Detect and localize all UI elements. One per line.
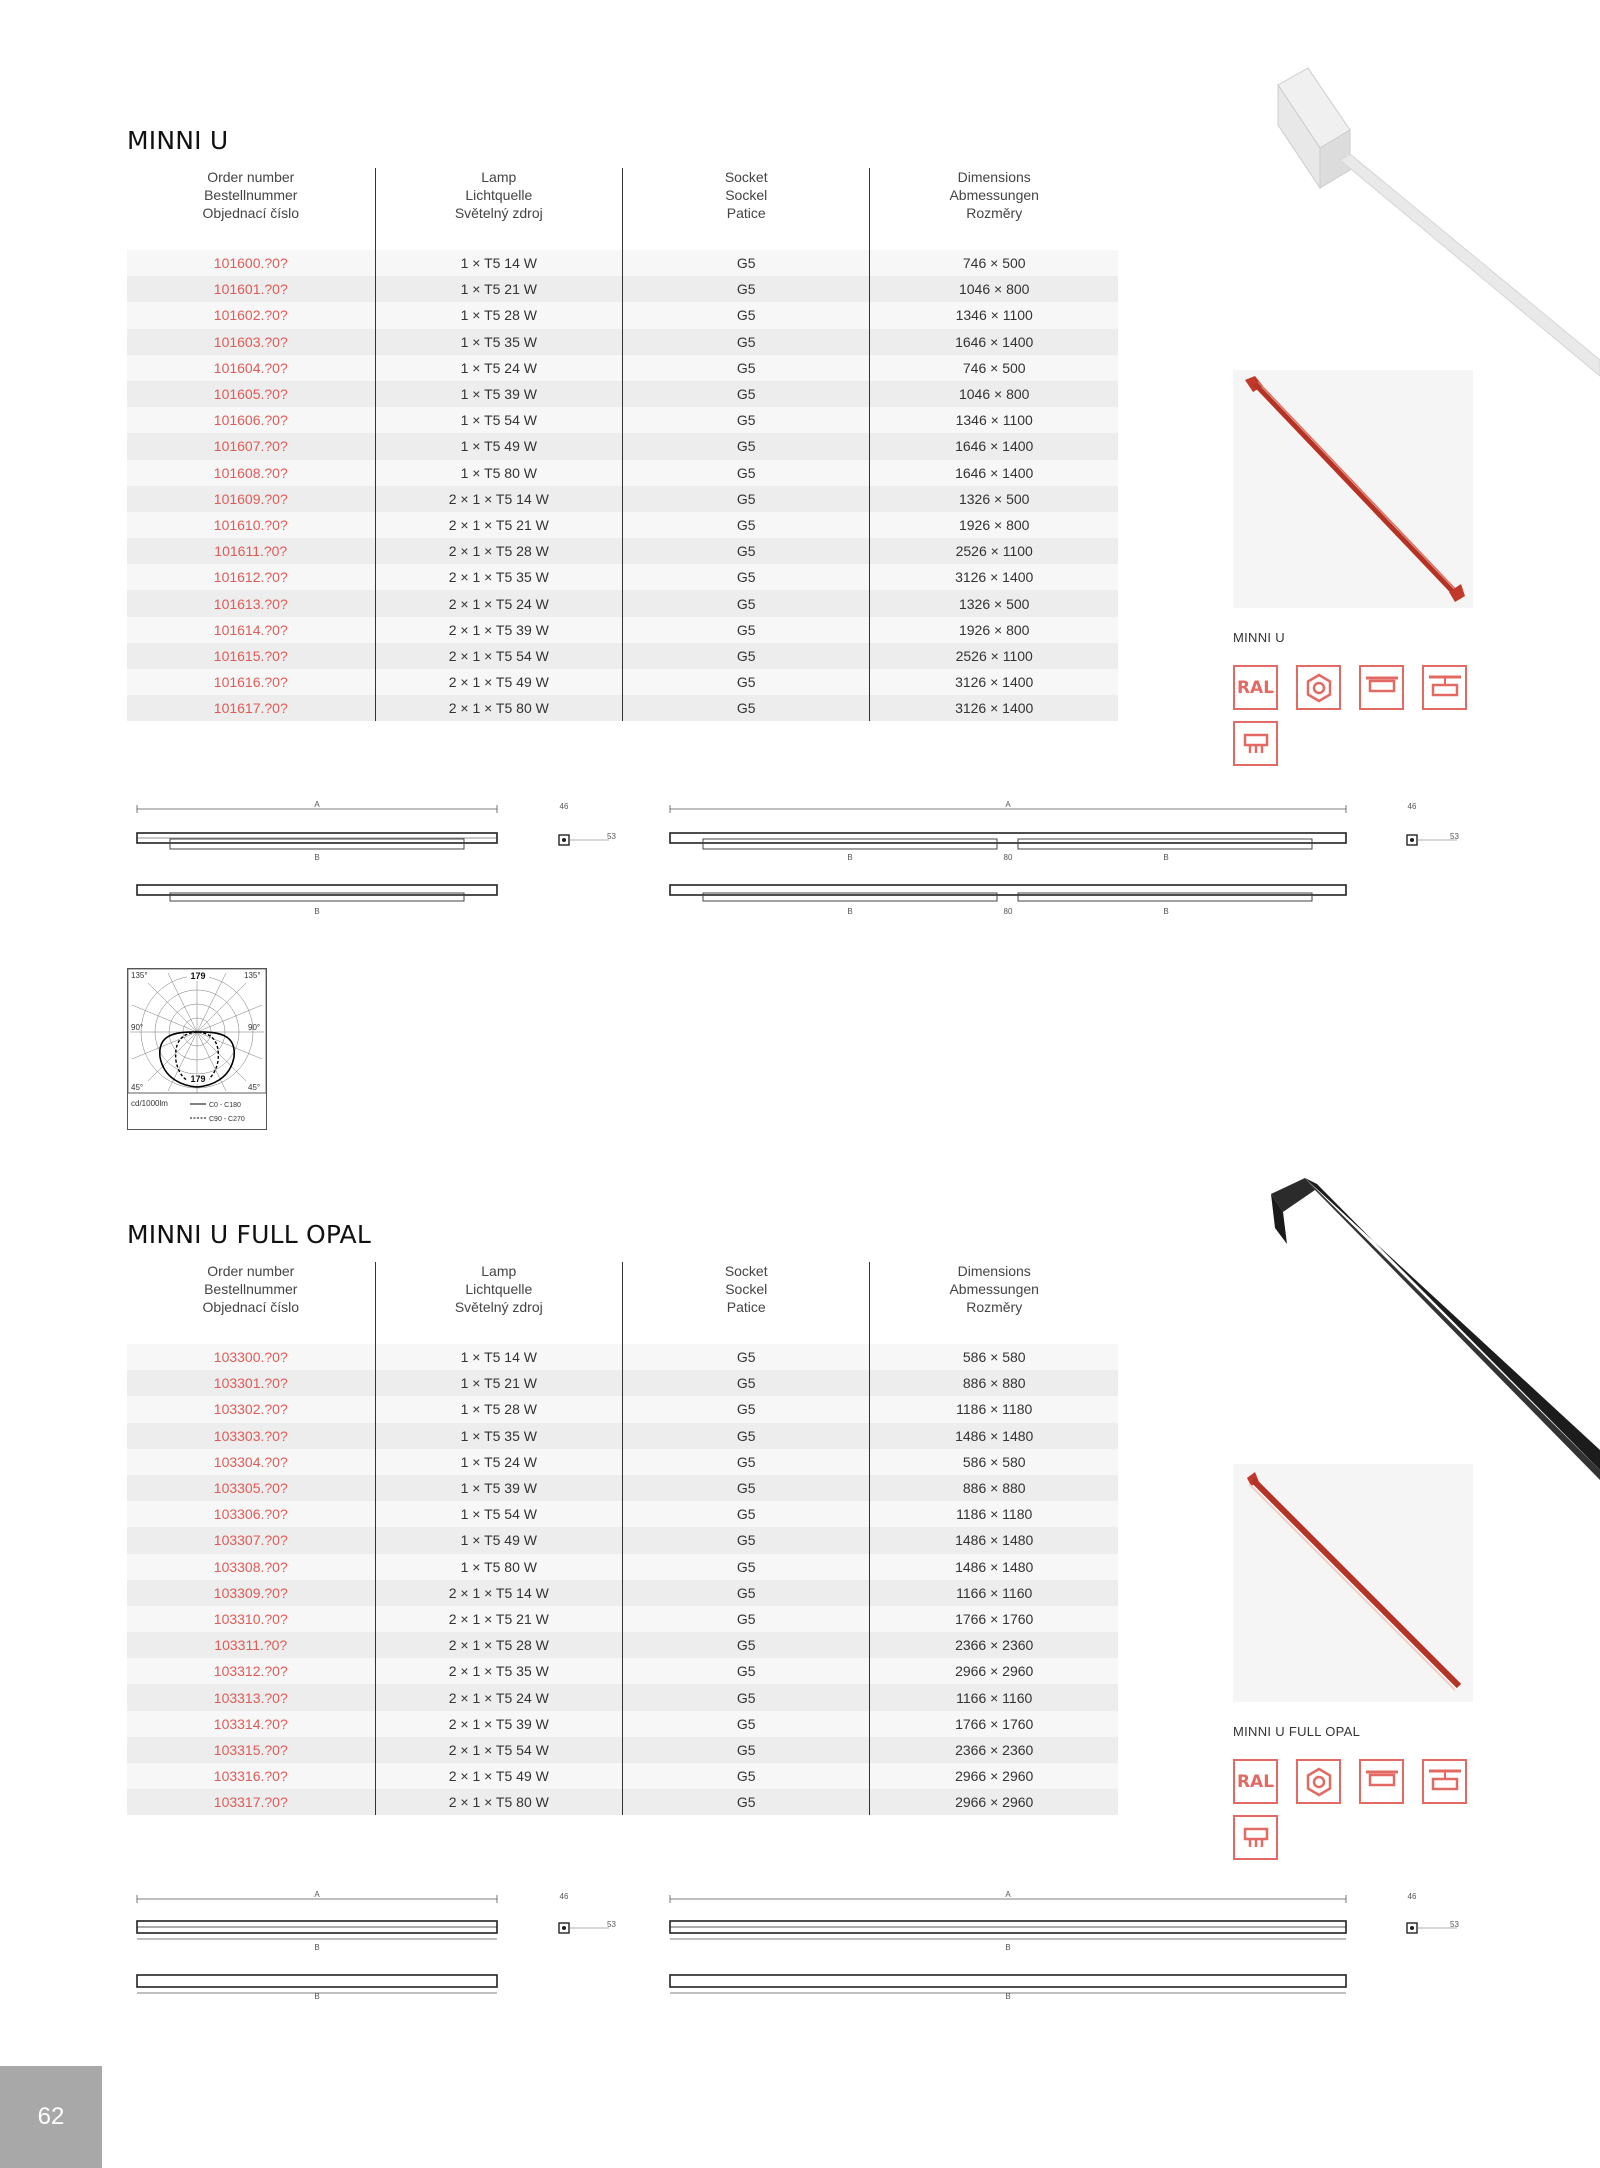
lamp-cell: 2 × 1 × T5 14 W bbox=[375, 1580, 622, 1606]
dim-label-h: 46 bbox=[1407, 1892, 1417, 1901]
lamp-cell: 1 × T5 39 W bbox=[375, 381, 622, 407]
table-row bbox=[127, 1423, 1118, 1449]
socket-cell: G5 bbox=[623, 1684, 870, 1710]
col-dimensions: Dimensions Abmessungen Rozměry bbox=[870, 168, 1118, 238]
table-header-row bbox=[127, 168, 1118, 238]
table-row bbox=[127, 1527, 1118, 1553]
spacer-cell bbox=[623, 1332, 870, 1344]
technical-drawing-single bbox=[127, 795, 627, 916]
table-row bbox=[127, 1396, 1118, 1422]
order-number-cell: 103302.?0? bbox=[127, 1396, 375, 1422]
col-socket: Socket Sockel Patice bbox=[623, 168, 870, 238]
table-row bbox=[127, 695, 1118, 721]
dimensions-cell: 2966 × 2960 bbox=[870, 1658, 1118, 1684]
lamp-cell: 1 × T5 14 W bbox=[375, 1344, 622, 1370]
table-row bbox=[127, 512, 1118, 538]
lamp-cell: 2 × 1 × T5 39 W bbox=[375, 617, 622, 643]
order-number-cell: 101603.?0? bbox=[127, 329, 375, 355]
dim-label-w: 53 bbox=[607, 1920, 616, 1929]
dimensions-cell: 1166 × 1160 bbox=[870, 1684, 1118, 1710]
dim-label-a: A bbox=[314, 800, 320, 809]
dimensions-cell: 1646 × 1400 bbox=[870, 460, 1118, 486]
order-number-cell: 103309.?0? bbox=[127, 1580, 375, 1606]
order-number-cell: 103313.?0? bbox=[127, 1684, 375, 1710]
section-title-minni-u: MINNI U bbox=[127, 126, 229, 155]
table-row bbox=[127, 381, 1118, 407]
lamp-cell: 1 × T5 80 W bbox=[375, 1554, 622, 1580]
spacer-cell bbox=[127, 1332, 375, 1344]
table-row bbox=[127, 486, 1118, 512]
order-number-cell: 103304.?0? bbox=[127, 1449, 375, 1475]
table-row bbox=[127, 1711, 1118, 1737]
pendant-mount-icon bbox=[1422, 665, 1467, 710]
dimensions-cell: 3126 × 1400 bbox=[870, 564, 1118, 590]
dimensions-cell: 1646 × 1400 bbox=[870, 433, 1118, 459]
spacer-cell bbox=[375, 238, 622, 250]
dimensions-cell: 1186 × 1180 bbox=[870, 1501, 1118, 1527]
dimensions-cell: 1326 × 500 bbox=[870, 486, 1118, 512]
dimensions-cell: 2966 × 2960 bbox=[870, 1789, 1118, 1815]
socket-cell: G5 bbox=[623, 276, 870, 302]
spec-table-minni-u bbox=[127, 168, 1118, 721]
order-number-cell: 101608.?0? bbox=[127, 460, 375, 486]
table-row bbox=[127, 1789, 1118, 1815]
dimensions-cell: 1766 × 1760 bbox=[870, 1711, 1118, 1737]
dimensions-cell: 1486 × 1480 bbox=[870, 1527, 1118, 1553]
driver-icon bbox=[1233, 721, 1278, 766]
table-header-row bbox=[127, 1262, 1118, 1332]
table-row bbox=[127, 617, 1118, 643]
order-number-cell: 103307.?0? bbox=[127, 1527, 375, 1553]
dimensions-cell: 1926 × 800 bbox=[870, 512, 1118, 538]
dim-label-b: B bbox=[847, 853, 853, 862]
lamp-cell: 1 × T5 21 W bbox=[375, 276, 622, 302]
lamp-cell: 1 × T5 28 W bbox=[375, 302, 622, 328]
dimensions-cell: 1646 × 1400 bbox=[870, 329, 1118, 355]
caption-minni-u-full-opal: MINNI U FULL OPAL bbox=[1233, 1724, 1361, 1739]
dimensions-cell: 2366 × 2360 bbox=[870, 1737, 1118, 1763]
dim-label-b: B bbox=[314, 853, 320, 862]
lamp-cell: 2 × 1 × T5 24 W bbox=[375, 1684, 622, 1710]
lamp-cell: 2 × 1 × T5 35 W bbox=[375, 1658, 622, 1684]
socket-cell: G5 bbox=[623, 433, 870, 459]
order-number-cell: 103317.?0? bbox=[127, 1789, 375, 1815]
socket-cell: G5 bbox=[623, 1527, 870, 1553]
lamp-cell: 1 × T5 24 W bbox=[375, 355, 622, 381]
dimensions-cell: 3126 × 1400 bbox=[870, 669, 1118, 695]
spacer-cell bbox=[375, 1332, 622, 1344]
dimensions-cell: 1046 × 800 bbox=[870, 381, 1118, 407]
socket-cell: G5 bbox=[623, 1423, 870, 1449]
socket-cell: G5 bbox=[623, 512, 870, 538]
order-number-cell: 103310.?0? bbox=[127, 1606, 375, 1632]
table-row bbox=[127, 1632, 1118, 1658]
order-number-cell: 103308.?0? bbox=[127, 1554, 375, 1580]
table-spacer bbox=[127, 1332, 1118, 1344]
dimensions-cell: 1766 × 1760 bbox=[870, 1606, 1118, 1632]
dim-label-gap: 80 bbox=[1003, 853, 1013, 862]
spec-table-minni-u-full-opal bbox=[127, 1262, 1118, 1815]
socket-cell: G5 bbox=[623, 407, 870, 433]
order-number-cell: 101615.?0? bbox=[127, 643, 375, 669]
lamp-cell: 2 × 1 × T5 21 W bbox=[375, 1606, 622, 1632]
ral-icon: RAL bbox=[1233, 665, 1278, 710]
dim-label-h: 46 bbox=[1407, 802, 1417, 811]
socket-cell: G5 bbox=[623, 1449, 870, 1475]
dimensions-cell: 1046 × 800 bbox=[870, 276, 1118, 302]
hex-nut-icon bbox=[1296, 665, 1341, 710]
lamp-cell: 1 × T5 54 W bbox=[375, 1501, 622, 1527]
dim-label-w: 53 bbox=[607, 832, 616, 841]
angle-label: 135° bbox=[244, 971, 261, 980]
socket-cell: G5 bbox=[623, 250, 870, 276]
dimensions-cell: 2526 × 1100 bbox=[870, 643, 1118, 669]
table-spacer bbox=[127, 238, 1118, 250]
angle-label: 135° bbox=[131, 971, 148, 980]
lamp-cell: 1 × T5 49 W bbox=[375, 1527, 622, 1553]
col-dimensions: Dimensions Abmessungen Rozměry bbox=[870, 1262, 1118, 1332]
order-number-cell: 101607.?0? bbox=[127, 433, 375, 459]
lamp-cell: 2 × 1 × T5 80 W bbox=[375, 695, 622, 721]
order-number-cell: 103314.?0? bbox=[127, 1711, 375, 1737]
socket-cell: G5 bbox=[623, 381, 870, 407]
socket-cell: G5 bbox=[623, 695, 870, 721]
dimensions-cell: 586 × 580 bbox=[870, 1344, 1118, 1370]
lamp-cell: 1 × T5 54 W bbox=[375, 407, 622, 433]
order-number-cell: 101614.?0? bbox=[127, 617, 375, 643]
dim-label-a: A bbox=[314, 1890, 320, 1899]
legend-c90: C90 - C270 bbox=[209, 1116, 245, 1123]
legend-c0: C0 - C180 bbox=[209, 1102, 241, 1109]
table-row bbox=[127, 538, 1118, 564]
order-number-cell: 101600.?0? bbox=[127, 250, 375, 276]
order-number-cell: 103306.?0? bbox=[127, 1501, 375, 1527]
pendant-mount-icon bbox=[1422, 1759, 1467, 1804]
order-number-cell: 101616.?0? bbox=[127, 669, 375, 695]
socket-cell: G5 bbox=[623, 1580, 870, 1606]
lamp-cell: 2 × 1 × T5 54 W bbox=[375, 1737, 622, 1763]
spacer-cell bbox=[127, 238, 375, 250]
col-lamp: Lamp Lichtquelle Světelný zdroj bbox=[375, 168, 622, 238]
driver-icon bbox=[1233, 1815, 1278, 1860]
lamp-cell: 1 × T5 24 W bbox=[375, 1449, 622, 1475]
socket-cell: G5 bbox=[623, 1737, 870, 1763]
angle-label: 45° bbox=[248, 1083, 261, 1092]
socket-cell: G5 bbox=[623, 302, 870, 328]
socket-cell: G5 bbox=[623, 1396, 870, 1422]
lamp-cell: 2 × 1 × T5 28 W bbox=[375, 538, 622, 564]
socket-cell: G5 bbox=[623, 1711, 870, 1737]
lamp-cell: 2 × 1 × T5 28 W bbox=[375, 1632, 622, 1658]
technical-drawing-single-opal bbox=[127, 1885, 627, 2005]
dimensions-cell: 746 × 500 bbox=[870, 250, 1118, 276]
polar-light-distribution-diagram bbox=[127, 968, 267, 1130]
table-row bbox=[127, 1344, 1118, 1370]
surface-mount-icon bbox=[1359, 665, 1404, 710]
lamp-cell: 1 × T5 39 W bbox=[375, 1475, 622, 1501]
table-row bbox=[127, 1684, 1118, 1710]
col-order: Order number Bestellnummer Objednací číslo bbox=[202, 169, 300, 221]
socket-cell: G5 bbox=[623, 1370, 870, 1396]
technical-drawing-double bbox=[660, 795, 1480, 916]
order-number-cell: 101605.?0? bbox=[127, 381, 375, 407]
surface-mount-icon bbox=[1359, 1759, 1404, 1804]
lamp-cell: 1 × T5 35 W bbox=[375, 329, 622, 355]
dimensions-cell: 2966 × 2960 bbox=[870, 1763, 1118, 1789]
dimensions-cell: 746 × 500 bbox=[870, 355, 1118, 381]
polar-value-top: 179 bbox=[190, 971, 206, 981]
col-order: Order number Bestellnummer Objednací číslo bbox=[202, 1263, 300, 1315]
dim-label-w: 53 bbox=[1450, 832, 1459, 841]
socket-cell: G5 bbox=[623, 1501, 870, 1527]
col-lamp: Lamp Lichtquelle Světelný zdroj bbox=[375, 1262, 622, 1332]
dim-label-a: A bbox=[1005, 800, 1011, 809]
order-number-cell: 101606.?0? bbox=[127, 407, 375, 433]
table-row bbox=[127, 1554, 1118, 1580]
order-number-cell: 103315.?0? bbox=[127, 1737, 375, 1763]
dim-label-a: A bbox=[1005, 1890, 1011, 1899]
lamp-cell: 2 × 1 × T5 49 W bbox=[375, 1763, 622, 1789]
lamp-cell: 2 × 1 × T5 39 W bbox=[375, 1711, 622, 1737]
angle-label: 45° bbox=[131, 1083, 144, 1092]
ral-icon: RAL bbox=[1233, 1759, 1278, 1804]
order-number-cell: 101604.?0? bbox=[127, 355, 375, 381]
dimensions-cell: 886 × 880 bbox=[870, 1370, 1118, 1396]
order-number-cell: 103312.?0? bbox=[127, 1658, 375, 1684]
table-row bbox=[127, 329, 1118, 355]
angle-label: 90° bbox=[248, 1023, 261, 1032]
socket-cell: G5 bbox=[623, 643, 870, 669]
table-row bbox=[127, 1658, 1118, 1684]
dim-label-b3: B bbox=[847, 907, 853, 916]
dim-label-b: B bbox=[314, 1943, 320, 1952]
lamp-cell: 1 × T5 21 W bbox=[375, 1370, 622, 1396]
dimensions-cell: 886 × 880 bbox=[870, 1475, 1118, 1501]
socket-cell: G5 bbox=[623, 355, 870, 381]
spacer-cell bbox=[623, 238, 870, 250]
table-row bbox=[127, 302, 1118, 328]
dimensions-cell: 2366 × 2360 bbox=[870, 1632, 1118, 1658]
dim-label-gap2: 80 bbox=[1003, 907, 1013, 916]
dimensions-cell: 1926 × 800 bbox=[870, 617, 1118, 643]
table-row bbox=[127, 669, 1118, 695]
socket-cell: G5 bbox=[623, 486, 870, 512]
order-number-cell: 101613.?0? bbox=[127, 590, 375, 616]
lamp-cell: 2 × 1 × T5 21 W bbox=[375, 512, 622, 538]
socket-cell: G5 bbox=[623, 460, 870, 486]
lamp-cell: 2 × 1 × T5 14 W bbox=[375, 486, 622, 512]
table-row bbox=[127, 590, 1118, 616]
socket-cell: G5 bbox=[623, 564, 870, 590]
table-row bbox=[127, 433, 1118, 459]
table-row bbox=[127, 1501, 1118, 1527]
dim-label-b4: B bbox=[1163, 907, 1169, 916]
product-photo-minni-u-full-opal bbox=[1233, 1464, 1473, 1702]
dimensions-cell: 1326 × 500 bbox=[870, 590, 1118, 616]
dim-label-b2: B bbox=[1163, 853, 1169, 862]
order-number-cell: 101617.?0? bbox=[127, 695, 375, 721]
dimensions-cell: 586 × 580 bbox=[870, 1449, 1118, 1475]
col-socket: Socket Sockel Patice bbox=[623, 1262, 870, 1332]
table-row bbox=[127, 355, 1118, 381]
table-row bbox=[127, 1475, 1118, 1501]
order-number-cell: 101602.?0? bbox=[127, 302, 375, 328]
table-row bbox=[127, 407, 1118, 433]
polar-unit: cd/1000lm bbox=[131, 1099, 168, 1108]
section-title-minni-u-full-opal: MINNI U FULL OPAL bbox=[127, 1220, 371, 1249]
socket-cell: G5 bbox=[623, 1632, 870, 1658]
socket-cell: G5 bbox=[623, 1606, 870, 1632]
angle-label: 90° bbox=[131, 1023, 144, 1032]
socket-cell: G5 bbox=[623, 329, 870, 355]
table-row bbox=[127, 1737, 1118, 1763]
socket-cell: G5 bbox=[623, 1789, 870, 1815]
socket-cell: G5 bbox=[623, 590, 870, 616]
lamp-cell: 2 × 1 × T5 54 W bbox=[375, 643, 622, 669]
table-row bbox=[127, 1763, 1118, 1789]
dimensions-cell: 3126 × 1400 bbox=[870, 695, 1118, 721]
dim-label-b2: B bbox=[1005, 1992, 1011, 2001]
order-number-cell: 101611.?0? bbox=[127, 538, 375, 564]
lamp-cell: 2 × 1 × T5 35 W bbox=[375, 564, 622, 590]
table-row bbox=[127, 250, 1118, 276]
socket-cell: G5 bbox=[623, 617, 870, 643]
order-number-cell: 101601.?0? bbox=[127, 276, 375, 302]
lamp-cell: 2 × 1 × T5 49 W bbox=[375, 669, 622, 695]
socket-cell: G5 bbox=[623, 1344, 870, 1370]
dimensions-cell: 1346 × 1100 bbox=[870, 407, 1118, 433]
lamp-cell: 1 × T5 28 W bbox=[375, 1396, 622, 1422]
dim-label-b2: B bbox=[314, 907, 320, 916]
hex-nut-icon bbox=[1296, 1759, 1341, 1804]
lamp-cell: 1 × T5 49 W bbox=[375, 433, 622, 459]
order-number-cell: 103311.?0? bbox=[127, 1632, 375, 1658]
order-number-cell: 101610.?0? bbox=[127, 512, 375, 538]
lamp-cell: 2 × 1 × T5 24 W bbox=[375, 590, 622, 616]
socket-cell: G5 bbox=[623, 1658, 870, 1684]
dimensions-cell: 1186 × 1180 bbox=[870, 1396, 1118, 1422]
socket-cell: G5 bbox=[623, 1475, 870, 1501]
table-row bbox=[127, 1370, 1118, 1396]
polar-value-bottom: 179 bbox=[190, 1074, 206, 1084]
table-row bbox=[127, 643, 1118, 669]
dim-label-h: 46 bbox=[559, 802, 569, 811]
table-row bbox=[127, 564, 1118, 590]
order-number-cell: 103303.?0? bbox=[127, 1423, 375, 1449]
dimensions-cell: 2526 × 1100 bbox=[870, 538, 1118, 564]
technical-drawing-double-opal bbox=[660, 1885, 1480, 2005]
table-row bbox=[127, 1449, 1118, 1475]
spacer-cell bbox=[870, 238, 1118, 250]
caption-minni-u: MINNI U bbox=[1233, 630, 1285, 645]
dimensions-cell: 1486 × 1480 bbox=[870, 1423, 1118, 1449]
socket-cell: G5 bbox=[623, 538, 870, 564]
dim-label-h: 46 bbox=[559, 1892, 569, 1901]
product-render-minni-u-full-opal bbox=[1265, 1170, 1600, 1480]
socket-cell: G5 bbox=[623, 669, 870, 695]
order-number-cell: 103300.?0? bbox=[127, 1344, 375, 1370]
socket-cell: G5 bbox=[623, 1554, 870, 1580]
dim-label-b2: B bbox=[314, 1992, 320, 2001]
dim-label-b: B bbox=[1005, 1943, 1011, 1952]
table-row bbox=[127, 1606, 1118, 1632]
order-number-cell: 103316.?0? bbox=[127, 1763, 375, 1789]
order-number-cell: 103301.?0? bbox=[127, 1370, 375, 1396]
dimensions-cell: 1486 × 1480 bbox=[870, 1554, 1118, 1580]
order-number-cell: 103305.?0? bbox=[127, 1475, 375, 1501]
table-row bbox=[127, 1580, 1118, 1606]
page-number: 62 bbox=[0, 2066, 102, 2168]
lamp-cell: 1 × T5 80 W bbox=[375, 460, 622, 486]
lamp-cell: 1 × T5 35 W bbox=[375, 1423, 622, 1449]
dimensions-cell: 1346 × 1100 bbox=[870, 302, 1118, 328]
socket-cell: G5 bbox=[623, 1763, 870, 1789]
lamp-cell: 2 × 1 × T5 80 W bbox=[375, 1789, 622, 1815]
lamp-cell: 1 × T5 14 W bbox=[375, 250, 622, 276]
dimensions-cell: 1166 × 1160 bbox=[870, 1580, 1118, 1606]
table-row bbox=[127, 276, 1118, 302]
product-render-minni-u bbox=[1270, 60, 1600, 420]
order-number-cell: 101612.?0? bbox=[127, 564, 375, 590]
table-row bbox=[127, 460, 1118, 486]
dim-label-w: 53 bbox=[1450, 1920, 1459, 1929]
spacer-cell bbox=[870, 1332, 1118, 1344]
order-number-cell: 101609.?0? bbox=[127, 486, 375, 512]
